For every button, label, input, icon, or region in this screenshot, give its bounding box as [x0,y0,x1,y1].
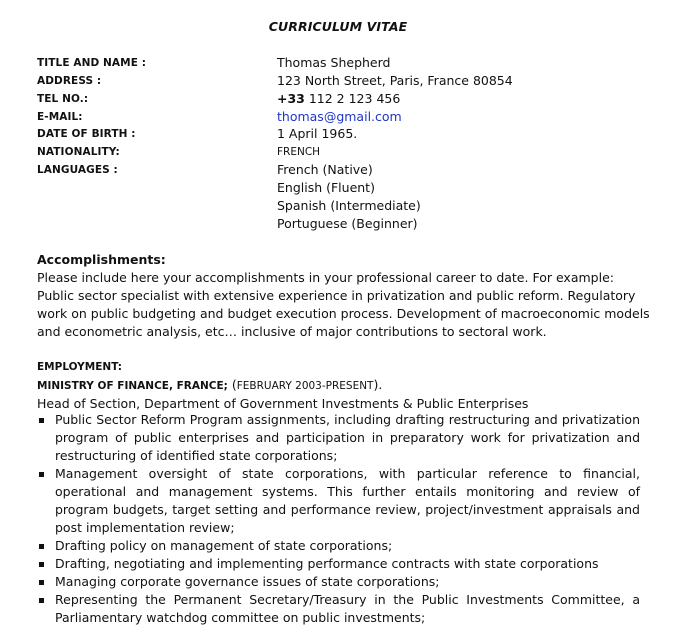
square-bullet-icon [39,544,44,549]
value-nationality: FRENCH [277,146,321,158]
duty-text: Public Sector Reform Program assignments, including drafting restructuring and privatization program of public enterprises and participation in preparatory work for privatization and restructuring of identified state corporations; [55,412,640,463]
accomplishments-line: work on public budgeting and budget execution process. Development of macroeconomic models [37,306,650,321]
value-date-of-birth: 1 April 1965. [277,126,358,141]
document-title: CURRICULUM VITAE [268,19,408,34]
duty-text: Management oversight of state corporations, with particular reference to financial, operational and management systems. This further entails monitoring and review of program budgets, target setting and performance review, project/investment appraisals and post implementation review; [55,466,640,535]
label-tel: TEL NO.: [37,93,89,105]
label-email: E-MAIL: [37,111,83,123]
label-title-and-name: TITLE AND NAME : [37,57,147,69]
duty-text: Drafting policy on management of state corporations; [55,538,393,553]
tel-country-code: +33 [277,91,305,106]
list-item [37,555,640,573]
label-languages: LANGUAGES : [37,164,118,176]
square-bullet-icon [39,562,44,567]
value-address: 123 North Street, Paris, France 80854 [277,73,513,88]
value-language-4: Portuguese (Beginner) [277,216,418,231]
square-bullet-icon [39,418,44,423]
email-link[interactable]: thomas@gmail.com [277,109,402,124]
accomplishments-line: Public sector specialist with extensive experience in privatization and public reform. Regulatory [37,288,636,303]
duty-text: Representing the Permanent Secretary/Treasury in the Public Investments Committee, a Parliamentary watchdog committee on public investments; [55,592,640,625]
employer-line [37,376,640,395]
value-language-3: Spanish (Intermediate) [277,198,421,213]
position-title: Head of Section, Department of Government Investments & Public Enterprises [37,396,529,411]
accomplishments-line: Please include here your accomplishments in your professional career to date. For example: [37,270,614,285]
employer-name: MINISTRY OF FINANCE, FRANCE; [37,380,228,392]
list-item [37,537,640,555]
employment-heading: EMPLOYMENT: [37,361,122,373]
duty-text: Managing corporate governance issues of state corporations; [55,574,440,589]
tel-number: 112 2 123 456 [304,91,401,106]
square-bullet-icon [39,472,44,477]
square-bullet-icon [39,580,44,585]
square-bullet-icon [39,598,44,603]
accomplishments-heading: Accomplishments: [37,252,166,267]
period-close: ). [373,377,383,392]
value-tel [277,91,400,106]
accomplishments-line: and econometric analysis, etc… inclusive of major contributions to sectoral work. [37,324,547,339]
employment-period: FEBRUARY 2003-PRESENT [236,380,374,392]
list-item [37,573,640,591]
accomplishments-section [37,251,650,341]
label-address: ADDRESS : [37,75,102,87]
value-language-1: French (Native) [277,162,373,177]
label-nationality: NATIONALITY: [37,146,120,158]
duties-list [37,411,640,627]
value-language-2: English (Fluent) [277,180,375,195]
label-date-of-birth: DATE OF BIRTH : [37,128,136,140]
period-open: ( [227,377,237,392]
list-item [37,411,640,465]
list-item [37,465,640,537]
value-name: Thomas Shepherd [277,55,391,70]
list-item [37,591,640,627]
duty-text: Drafting, negotiating and implementing performance contracts with state corporations [55,556,599,571]
employment-section [37,358,640,413]
